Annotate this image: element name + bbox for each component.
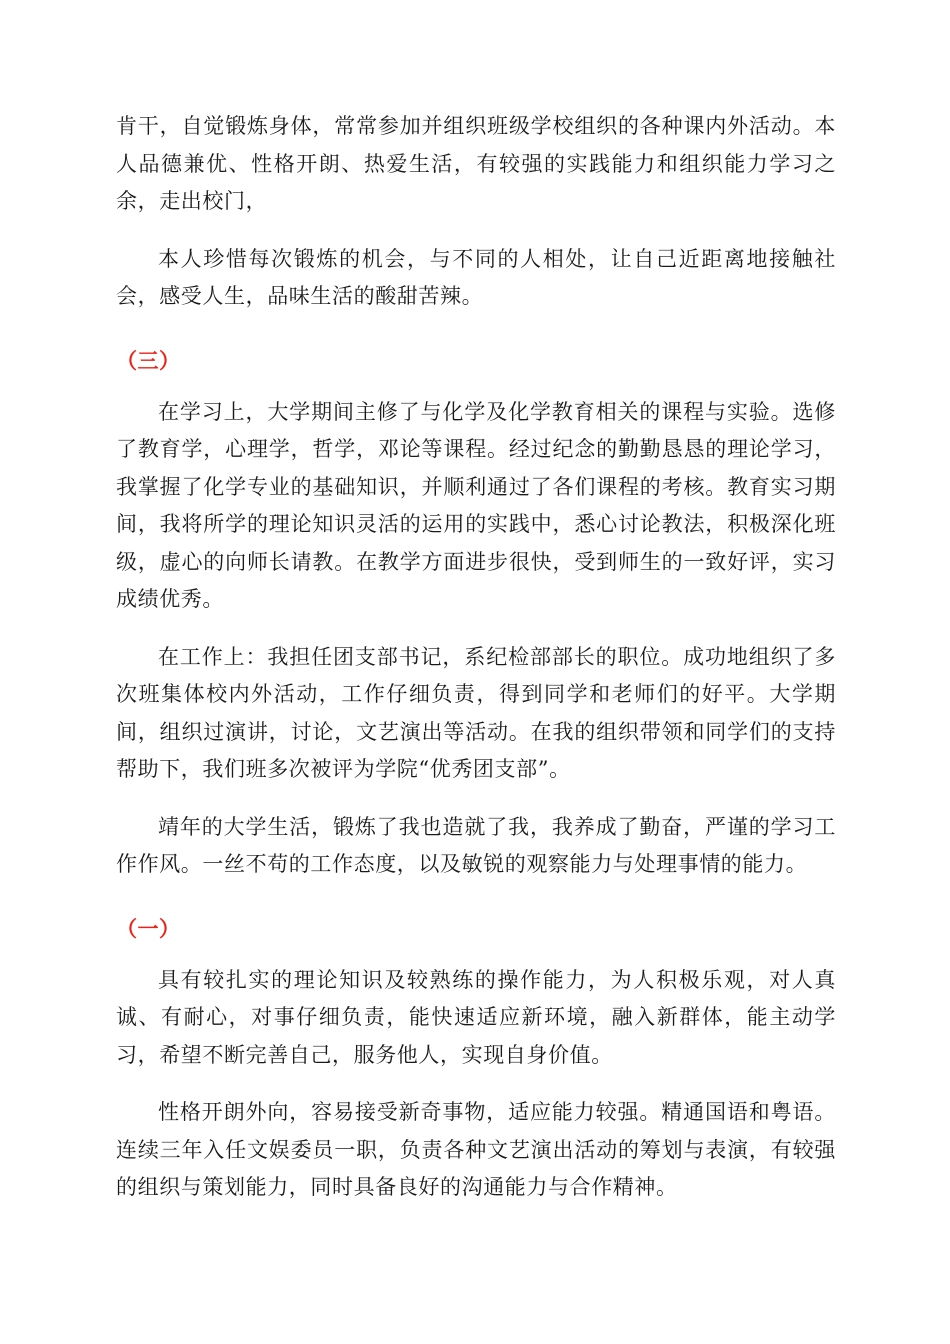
paragraph: 在学习上，大学期间主修了与化学及化学教育相关的课程与实验。选修了教育学，心理学，哲学，邓论等课程。经过纪念的勤勤恳恳的理论学习，我掌握了化学专业的基础知识，并顺利通过了各们课程的考核。教育实习期间，我将所学的理论知识灵活的运用的实践中，悉心讨论教法，积极深化班级，虚心的向师长请教。在教学方面进步很快，受到师生的一致好评，实习成绩优秀。	[116, 399, 836, 611]
paragraph: 性格开朗外向，容易接受新奇事物，适应能力较强。精通国语和粤语。连续三年入任文娱委员一职，负责各种文艺演出活动的筹划与表演，有较强的组织与策划能力，同时具备良好的沟通能力与合作精神。	[116, 1100, 836, 1199]
paragraph-continuation: 肯干，自觉锻炼身体，常常参加并组织班级学校组织的各种课内外活动。本人品德兼优、性格开朗、热爱生活，有较强的实践能力和组织能力学习之余，走出校门，	[116, 114, 836, 213]
section-heading-three: （三）	[116, 348, 181, 373]
paragraph: 靖年的大学生活，锻炼了我也造就了我，我养成了勤奋，严谨的学习工作作风。一丝不苟的工作态度，以及敏锐的观察能力与处理事情的能力。	[116, 814, 836, 876]
paragraph: 在工作上：我担任团支部书记，系纪检部部长的职位。成功地组织了多次班集体校内外活动，工作仔细负责，得到同学和老师们的好平。大学期间，组织过演讲，讨论，文艺演出等活动。在我的组织带领和同学们的支持帮助下，我们班多次被评为学院“优秀团支部”。	[116, 644, 836, 781]
document-body	[116, 108, 836, 1207]
paragraph: 本人珍惜每次锻炼的机会，与不同的人相处，让自己近距离地接触社会，感受人生，品味生活的酸甜苦辣。	[116, 246, 836, 308]
section-heading-one: （一）	[116, 916, 181, 941]
paragraph: 具有较扎实的理论知识及较熟练的操作能力，为人积极乐观，对人真诚、有耐心，对事仔细负责，能快速适应新环境，融入新群体，能主动学习，希望不断完善自己，服务他人，实现自身价值。	[116, 967, 836, 1067]
